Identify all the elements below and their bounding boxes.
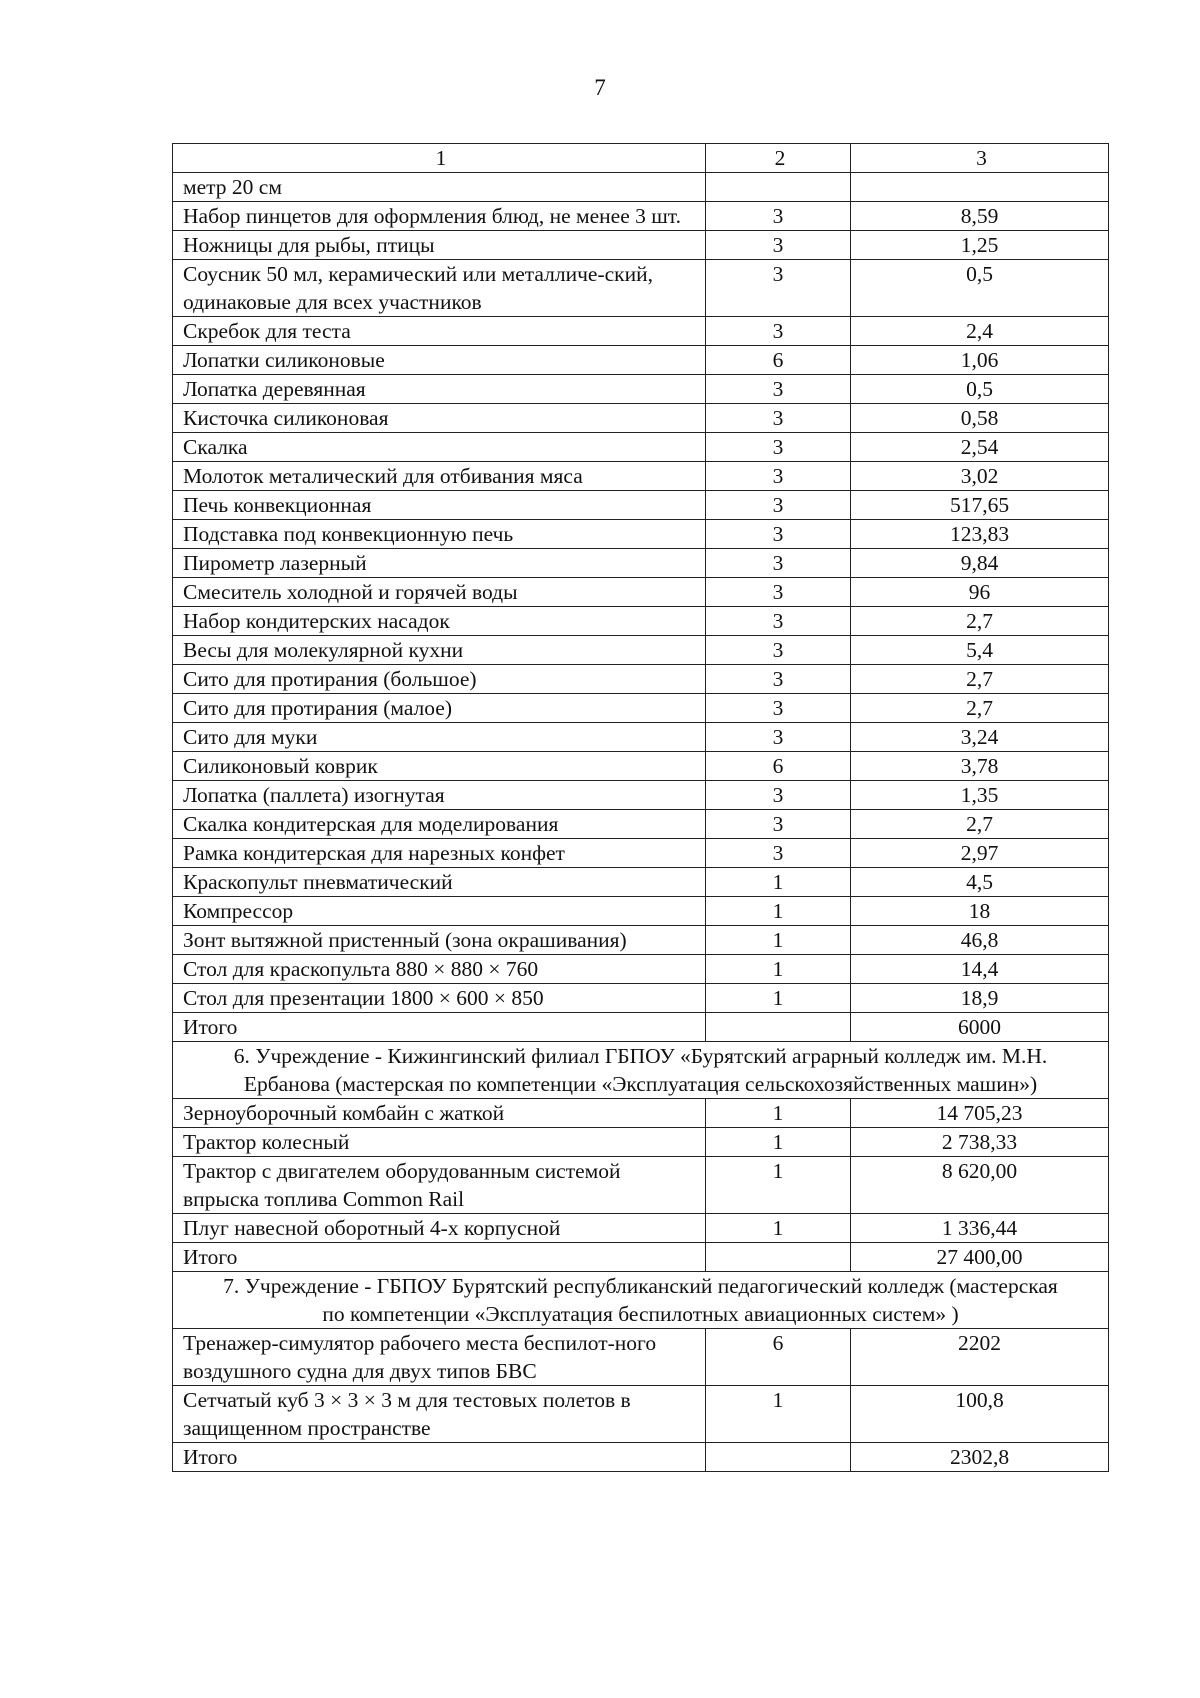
item-name-cell: Зонт вытяжной пристенный (зона окрашивания) (173, 926, 706, 955)
item-name-cell: Скалка кондитерская для моделирования (173, 810, 706, 839)
table-row (173, 317, 1109, 346)
item-qty-cell: 3 (706, 636, 851, 665)
item-value-cell: 3,02 (851, 462, 1109, 491)
item-qty-cell: 1 (706, 1128, 851, 1157)
table-row (173, 1128, 1109, 1157)
item-name-cell: Краскопульт пневматический (173, 868, 706, 897)
item-value-cell: 2,7 (851, 665, 1109, 694)
item-qty-cell: 1 (706, 897, 851, 926)
item-qty-cell: 3 (706, 578, 851, 607)
item-name-cell: Тренажер-симулятор рабочего места беспилот-ного воздушного судна для двух типов БВС (173, 1329, 706, 1386)
item-qty-cell: 3 (706, 723, 851, 752)
item-name-cell: Итого (173, 1443, 706, 1472)
item-value-cell: 96 (851, 578, 1109, 607)
item-qty-cell: 3 (706, 694, 851, 723)
table-row (173, 810, 1109, 839)
item-value-cell: 2202 (851, 1329, 1109, 1386)
item-name-cell: Ножницы для рыбы, птицы (173, 231, 706, 260)
item-value-cell: 2,7 (851, 607, 1109, 636)
item-name-cell: Трактор с двигателем оборудованным системой впрыска топлива Common Rail (173, 1157, 706, 1214)
item-name-cell: Весы для молекулярной кухни (173, 636, 706, 665)
item-qty-cell (706, 1013, 851, 1042)
item-name-cell: Стол для краскопульта 880 × 880 × 760 (173, 955, 706, 984)
item-value-cell: 5,4 (851, 636, 1109, 665)
table-row (173, 1157, 1109, 1214)
equipment-table (172, 143, 1109, 1472)
item-value-cell: 2,4 (851, 317, 1109, 346)
item-value-cell: 2,97 (851, 839, 1109, 868)
item-name-cell: Набор кондитерских насадок (173, 607, 706, 636)
item-value-cell: 3,24 (851, 723, 1109, 752)
item-name-cell: Стол для презентации 1800 × 600 × 850 (173, 984, 706, 1013)
table-row (173, 202, 1109, 231)
item-name-cell: Соусник 50 мл, керамический или металличе-ский, одинаковые для всех участников (173, 260, 706, 317)
item-qty-cell: 6 (706, 346, 851, 375)
table-row (173, 1386, 1109, 1443)
item-qty-cell: 3 (706, 607, 851, 636)
item-name-cell: Сито для протирания (большое) (173, 665, 706, 694)
table-row (173, 926, 1109, 955)
table-row (173, 578, 1109, 607)
table-row (173, 404, 1109, 433)
item-value-cell: 18,9 (851, 984, 1109, 1013)
table-header-row (173, 144, 1109, 173)
item-name-cell: Плуг навесной оборотный 4-х корпусной (173, 1214, 706, 1243)
item-qty-cell: 3 (706, 462, 851, 491)
item-name-cell: Компрессор (173, 897, 706, 926)
total-row (173, 1443, 1109, 1472)
item-name-cell: Смеситель холодной и горячей воды (173, 578, 706, 607)
table-row (173, 984, 1109, 1013)
item-qty-cell: 3 (706, 202, 851, 231)
header-col-2: 2 (706, 144, 851, 173)
item-name-cell: Пирометр лазерный (173, 549, 706, 578)
item-value-cell: 100,8 (851, 1386, 1109, 1443)
item-name-cell: Лопатки силиконовые (173, 346, 706, 375)
item-qty-cell: 1 (706, 1386, 851, 1443)
item-qty-cell: 3 (706, 404, 851, 433)
item-value-cell (851, 173, 1109, 202)
item-value-cell: 9,84 (851, 549, 1109, 578)
item-name-cell: метр 20 см (173, 173, 706, 202)
item-name-cell: Зерноуборочный комбайн с жаткой (173, 1099, 706, 1128)
item-qty-cell: 3 (706, 665, 851, 694)
item-value-cell: 123,83 (851, 520, 1109, 549)
item-qty-cell (706, 173, 851, 202)
table-row (173, 694, 1109, 723)
item-value-cell: 0,5 (851, 375, 1109, 404)
item-value-cell: 2,7 (851, 694, 1109, 723)
item-qty-cell: 3 (706, 491, 851, 520)
item-qty-cell: 1 (706, 868, 851, 897)
table-row (173, 868, 1109, 897)
item-value-cell: 6000 (851, 1013, 1109, 1042)
item-value-cell: 1,06 (851, 346, 1109, 375)
table-row (173, 636, 1109, 665)
total-row (173, 1243, 1109, 1272)
item-name-cell: Набор пинцетов для оформления блюд, не менее 3 шт. (173, 202, 706, 231)
item-name-cell: Итого (173, 1013, 706, 1042)
section-title: 7. Учреждение - ГБПОУ Бурятский республиканский педагогический колледж (мастерская по компетенции «Эксплуатация беспилотных авиационных систем» ) (173, 1272, 1109, 1329)
table-row (173, 781, 1109, 810)
item-value-cell: 0,5 (851, 260, 1109, 317)
item-qty-cell: 1 (706, 1157, 851, 1214)
item-qty-cell: 3 (706, 375, 851, 404)
table-row (173, 491, 1109, 520)
item-value-cell: 18 (851, 897, 1109, 926)
item-qty-cell: 1 (706, 955, 851, 984)
table-row (173, 665, 1109, 694)
table-row (173, 549, 1109, 578)
item-value-cell: 2,7 (851, 810, 1109, 839)
item-name-cell: Сито для протирания (малое) (173, 694, 706, 723)
item-value-cell: 517,65 (851, 491, 1109, 520)
item-value-cell: 46,8 (851, 926, 1109, 955)
table-row (173, 462, 1109, 491)
item-name-cell: Лопатка (паллета) изогнутая (173, 781, 706, 810)
table-row (173, 839, 1109, 868)
table-row (173, 260, 1109, 317)
table-row (173, 723, 1109, 752)
item-name-cell: Кисточка силиконовая (173, 404, 706, 433)
item-value-cell: 1 336,44 (851, 1214, 1109, 1243)
item-qty-cell: 6 (706, 752, 851, 781)
item-name-cell: Подставка под конвекционную печь (173, 520, 706, 549)
item-value-cell: 14 705,23 (851, 1099, 1109, 1128)
item-name-cell: Лопатка деревянная (173, 375, 706, 404)
table-row (173, 1214, 1109, 1243)
item-value-cell: 1,35 (851, 781, 1109, 810)
item-name-cell: Итого (173, 1243, 706, 1272)
item-qty-cell: 3 (706, 520, 851, 549)
item-qty-cell (706, 1243, 851, 1272)
section-header-row (173, 1042, 1109, 1099)
item-qty-cell: 1 (706, 1099, 851, 1128)
table-row (173, 955, 1109, 984)
item-name-cell: Скалка (173, 433, 706, 462)
item-qty-cell (706, 1443, 851, 1472)
item-value-cell: 8,59 (851, 202, 1109, 231)
table-row (173, 1099, 1109, 1128)
table-row (173, 375, 1109, 404)
table-row (173, 433, 1109, 462)
item-value-cell: 3,78 (851, 752, 1109, 781)
item-qty-cell: 3 (706, 433, 851, 462)
item-name-cell: Печь конвекционная (173, 491, 706, 520)
header-col-3: 3 (851, 144, 1109, 173)
table-row (173, 607, 1109, 636)
table-row (173, 346, 1109, 375)
item-value-cell: 14,4 (851, 955, 1109, 984)
table-row (173, 173, 1109, 202)
item-name-cell: Сетчатый куб 3 × 3 × 3 м для тестовых полетов в защищенном пространстве (173, 1386, 706, 1443)
table-row (173, 897, 1109, 926)
item-qty-cell: 6 (706, 1329, 851, 1386)
section-title: 6. Учреждение - Кижингинский филиал ГБПОУ «Бурятский аграрный колледж им. М.Н. Ербанова (мастерская по компетенции «Эксплуатация сельскохозяйственных машин») (173, 1042, 1109, 1099)
item-value-cell: 0,58 (851, 404, 1109, 433)
item-qty-cell: 3 (706, 810, 851, 839)
item-name-cell: Скребок для теста (173, 317, 706, 346)
page-number: 7 (594, 75, 606, 100)
item-value-cell: 8 620,00 (851, 1157, 1109, 1214)
item-value-cell: 2 738,33 (851, 1128, 1109, 1157)
item-name-cell: Рамка кондитерская для нарезных конфет (173, 839, 706, 868)
item-value-cell: 1,25 (851, 231, 1109, 260)
table-row (173, 752, 1109, 781)
item-value-cell: 27 400,00 (851, 1243, 1109, 1272)
item-name-cell: Трактор колесный (173, 1128, 706, 1157)
item-qty-cell: 3 (706, 260, 851, 317)
item-qty-cell: 3 (706, 781, 851, 810)
item-name-cell: Молоток металический для отбивания мяса (173, 462, 706, 491)
item-value-cell: 2302,8 (851, 1443, 1109, 1472)
item-qty-cell: 1 (706, 984, 851, 1013)
item-qty-cell: 3 (706, 839, 851, 868)
table-row (173, 231, 1109, 260)
table-row (173, 1329, 1109, 1386)
item-qty-cell: 1 (706, 1214, 851, 1243)
header-col-1: 1 (173, 144, 706, 173)
item-name-cell: Силиконовый коврик (173, 752, 706, 781)
item-name-cell: Сито для муки (173, 723, 706, 752)
table-row (173, 520, 1109, 549)
item-qty-cell: 3 (706, 549, 851, 578)
item-qty-cell: 3 (706, 317, 851, 346)
section-header-row (173, 1272, 1109, 1329)
total-row (173, 1013, 1109, 1042)
item-value-cell: 4,5 (851, 868, 1109, 897)
item-qty-cell: 1 (706, 926, 851, 955)
item-value-cell: 2,54 (851, 433, 1109, 462)
item-qty-cell: 3 (706, 231, 851, 260)
